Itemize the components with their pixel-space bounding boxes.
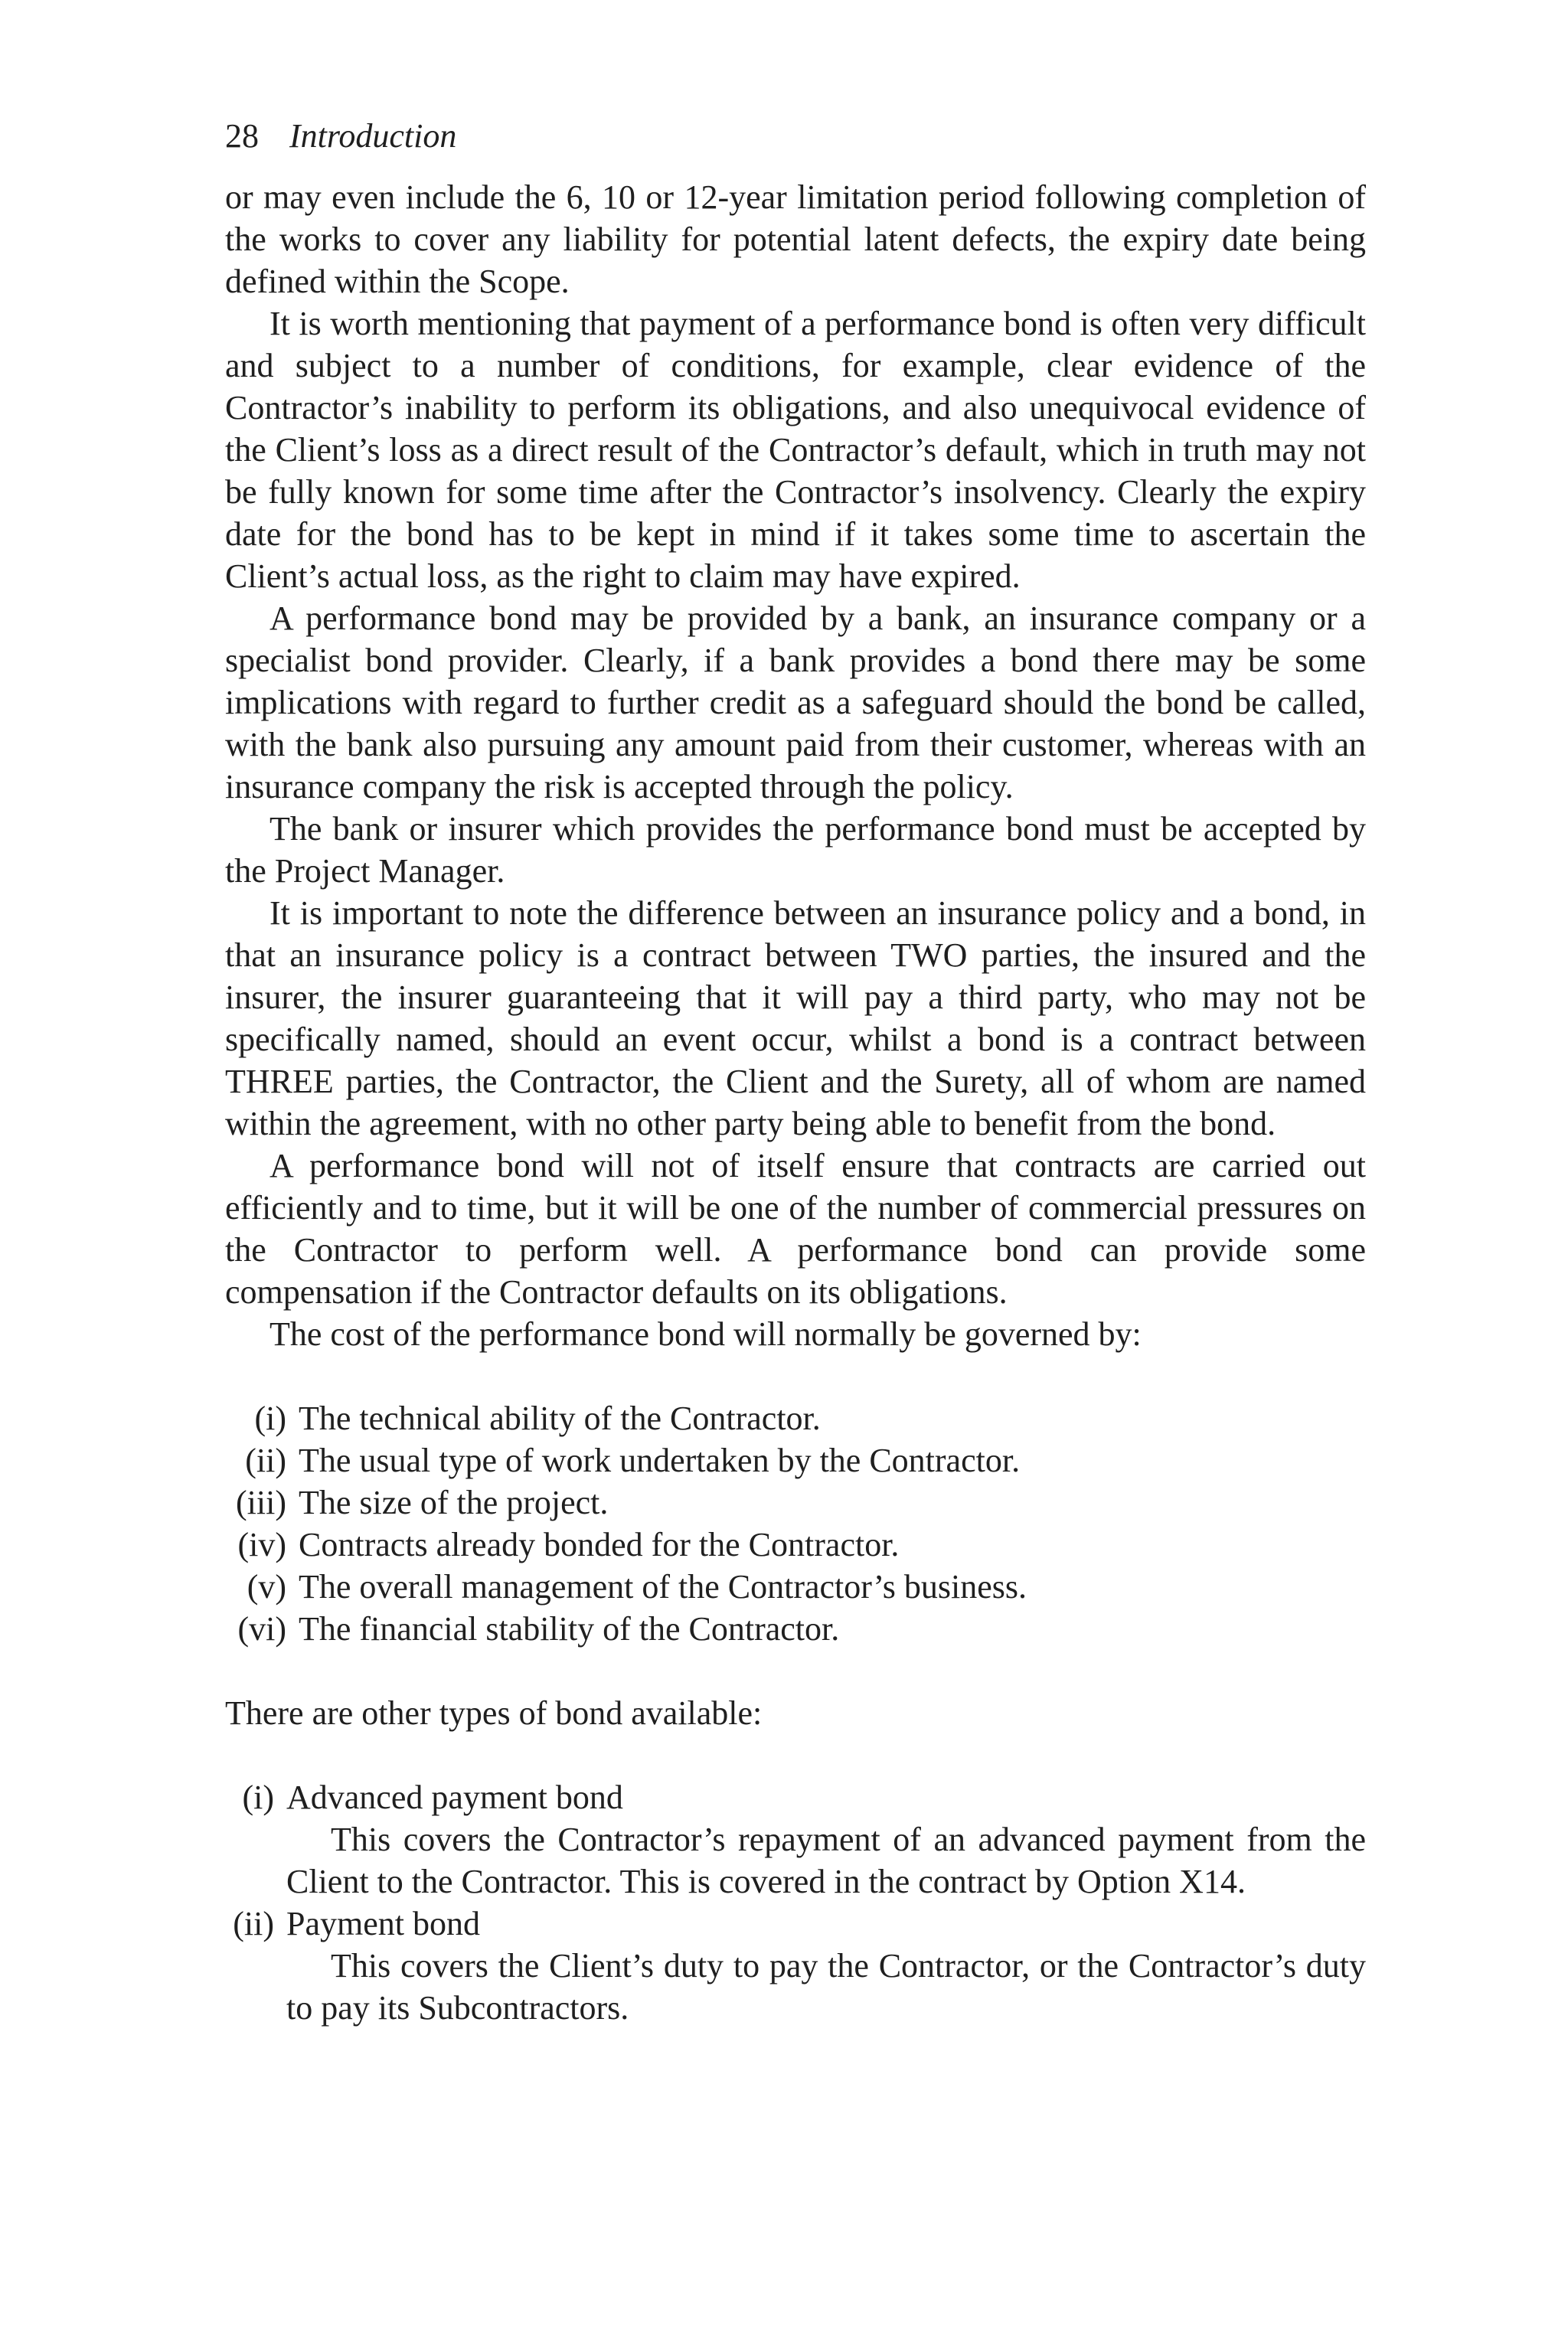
bond-description: This covers the Client’s duty to pay the Contractor, or the Contractor’s duty to pay its Subcontractors.: [286, 1947, 1366, 2027]
bond-title: Advanced payment bond: [286, 1779, 623, 1816]
list-item-text: The usual type of work undertaken by the Contractor.: [299, 1442, 1021, 1479]
paragraph-acceptance: The bank or insurer which provides the performance bond must be accepted by the Project Manager.: [225, 810, 1366, 890]
list-item: [225, 1608, 1366, 1650]
paragraph-commercial-pressure: A performance bond will not of itself ensure that contracts are carried out efficiently and to time, but it will be one of the number of commercial pressures on the Contractor to perform well. A performance bond can provide some compensation if the Contractor defaults on its obligations.: [225, 1147, 1366, 1311]
paragraph-payment-difficulty: It is worth mentioning that payment of a performance bond is often very difficult and subject to a number of conditions, for example, clear evidence of the Contractor’s inability to perform its obligations, and also unequivocal evidence of the Client’s loss as a direct result of the Contractor’s default, which in truth may not be fully known for some time after the Contractor’s insolvency. Clearly the expiry date for the bond has to be kept in mind if it takes some time to ascertain the Client’s actual loss, as the right to claim may have expired.: [225, 305, 1366, 595]
list-item-text: Contracts already bonded for the Contractor.: [299, 1526, 900, 1563]
section-title: Introduction: [289, 117, 457, 155]
paragraph-bond-providers: A performance bond may be provided by a bank, an insurance company or a specialist bond provider. Clearly, if a bank provides a bond there may be some implications with regard to further credit as a safeguard should the bond be called, with the bank also pursuing any amount paid from their customer, whereas with an insurance company the risk is accepted through the policy.: [225, 599, 1366, 805]
book-page: [225, 115, 1366, 2029]
bond-entry: [286, 1903, 1366, 2029]
list-item-text: The overall management of the Contractor’s business.: [299, 1568, 1027, 1606]
list-item: [225, 1566, 1366, 1608]
list-item-text: The financial stability of the Contractor.: [299, 1610, 840, 1648]
spacer: [225, 1734, 1366, 1776]
list-item: [225, 1903, 1366, 2029]
list-numeral: (vi): [237, 1610, 286, 1648]
list-numeral: (i): [242, 1779, 274, 1816]
list-item: [225, 1397, 1366, 1439]
list-numeral: (v): [247, 1568, 286, 1606]
paragraph-policy-vs-bond: It is important to note the difference between an insurance policy and a bond, in that an insurance policy is a contract between TWO parties, the insured and the insurer, the insurer guaranteeing that it will pay a third party, who may not be specifically named, should an event occur, whilst a bond is a contract between THREE parties, the Contractor, the Client and the Surety, all of whom are named within the agreement, with no other party being able to benefit from the bond.: [225, 894, 1366, 1142]
paragraph-cost-intro: The cost of the performance bond will normally be governed by:: [270, 1315, 1142, 1353]
spacer: [225, 1650, 1366, 1692]
list-numeral: (ii): [245, 1442, 286, 1479]
page-number: 28: [225, 117, 259, 155]
bond-title: Payment bond: [286, 1905, 480, 1942]
list-numeral: (iii): [236, 1484, 286, 1521]
list-numeral: (iv): [237, 1526, 286, 1563]
list-numeral: (ii): [233, 1905, 274, 1942]
running-head: [225, 115, 1366, 165]
list-item-text: The size of the project.: [299, 1484, 609, 1521]
list-item-text: The technical ability of the Contractor.: [299, 1400, 821, 1437]
list-item: [225, 1439, 1366, 1481]
list-item: [225, 1481, 1366, 1524]
spacer: [225, 1355, 1366, 1397]
list-item: [225, 1524, 1366, 1566]
bond-description: This covers the Contractor’s repayment of an advanced payment from the Client to the Contractor. This is covered in the contract by Option X14.: [286, 1821, 1366, 1900]
list-numeral: (i): [254, 1400, 286, 1437]
bond-entry: [286, 1776, 1366, 1903]
other-bonds-intro: There are other types of bond available:: [225, 1694, 763, 1732]
paragraph-continuation: or may even include the 6, 10 or 12-year limitation period following completion of the works to cover any liability for potential latent defects, the expiry date being defined within the Scope.: [225, 178, 1366, 300]
other-bonds-list: [225, 1776, 1366, 2029]
list-item: [225, 1776, 1366, 1903]
cost-factors-list: [225, 1397, 1366, 1650]
